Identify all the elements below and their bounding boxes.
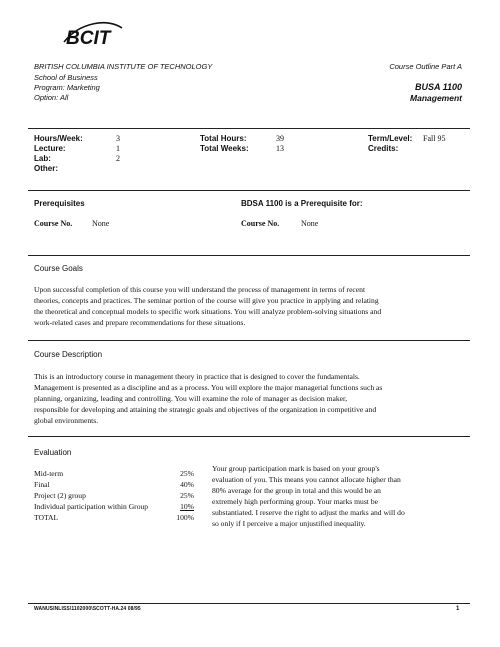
logo-text: BCIT <box>66 28 111 48</box>
total-hours-label: Total Hours: <box>200 134 247 143</box>
lab-value: 2 <box>116 154 120 163</box>
evaluation-item-value: 10% <box>180 502 194 511</box>
total-weeks-value: 13 <box>276 144 284 153</box>
evaluation-table <box>34 468 194 523</box>
hours-week-value: 3 <box>116 134 120 143</box>
evaluation-item-label: Individual participation within Group <box>34 502 149 511</box>
evaluation-note-line: evaluation of you. This means you cannot allocate higher than <box>212 475 401 484</box>
evaluation-item-value: 25% <box>180 491 194 500</box>
evaluation-note-line: 80% average for the group in total and this would be an <box>212 486 381 495</box>
hours-week-label: Hours/Week: <box>34 134 83 143</box>
footer-rule <box>28 603 470 604</box>
total-weeks-label: Total Weeks: <box>200 144 249 153</box>
description-line: Management is presented as a discipline and as a process. You will explore the major managerial functions such as <box>34 383 383 392</box>
goals-body <box>34 284 474 328</box>
evaluation-item-label: Mid-term <box>34 469 64 478</box>
institute-name: BRITISH COLUMBIA INSTITUTE OF TECHNOLOGY <box>34 62 213 71</box>
description-line: planning, organizing, leading and controlling. You will examine the role of manager as decision maker, <box>34 394 348 403</box>
course-code: BUSA 1100 <box>414 82 462 92</box>
hours-rule <box>28 190 470 191</box>
lecture-label: Lecture: <box>34 144 66 153</box>
description-rule <box>28 436 470 437</box>
prereq-for-title: BDSA 1100 is a Prerequisite for: <box>241 199 363 208</box>
prereq-course-no-value: None <box>92 219 110 228</box>
evaluation-note-line: substantiated. I reserve the right to adjust the marks and will do <box>212 508 405 517</box>
evaluation-item-label: Final <box>34 480 50 489</box>
evaluation-row <box>34 479 194 490</box>
goals-line: work-related cases and prepare recommendations for these situations. <box>34 318 246 327</box>
evaluation-note-line: extremely high performing group. Your marks must be <box>212 497 378 506</box>
goals-line: the theoretical and conceptual models to specific work situations. You will analyze problem-solving situations and <box>34 307 382 316</box>
header-rule <box>28 128 470 129</box>
bcit-logo-mark <box>60 20 124 48</box>
lab-label: Lab: <box>34 154 51 163</box>
lecture-value: 1 <box>116 144 120 153</box>
outline-label: Course Outline Part A <box>389 62 462 71</box>
evaluation-item-value: 100% <box>176 513 194 522</box>
goals-rule <box>28 340 470 341</box>
evaluation-row <box>34 501 194 512</box>
evaluation-item-value: 40% <box>180 480 194 489</box>
credits-label: Credits: <box>368 144 399 153</box>
goals-line: theories, concepts and practices. The seminar portion of the course will give you practice in applying and relating <box>34 296 379 305</box>
option-name: Option: All <box>34 93 69 102</box>
description-line: This is an introductory course in management theory in practice that is designed to cover the fundamentals. <box>34 372 360 381</box>
bcit-logo <box>60 20 124 48</box>
evaluation-note <box>212 463 474 529</box>
program-name: Program: Marketing <box>34 83 100 92</box>
evaluation-row <box>34 512 194 523</box>
prereq-for-course-no-label: Course No. <box>241 219 280 228</box>
goals-line: Upon successful completion of this course you will understand the process of management in terms of recent <box>34 285 366 294</box>
course-name: Management <box>410 93 462 103</box>
description-body <box>34 371 474 426</box>
term-label: Term/Level: <box>368 134 413 143</box>
other-label: Other: <box>34 164 58 173</box>
description-line: responsible for developing and attaining the strategic goals and objectives of the organization in competitive and <box>34 405 377 414</box>
description-line: global environments. <box>34 416 99 425</box>
evaluation-item-label: Project (2) group <box>34 491 86 500</box>
goals-title: Course Goals <box>34 264 83 273</box>
footer-code: WANUSINLISS\1102000\SCOTT-HA.24 08/95 <box>34 606 141 612</box>
school-name: School of Business <box>34 73 98 82</box>
prereq-for-course-no-value: None <box>301 219 319 228</box>
total-hours-value: 39 <box>276 134 284 143</box>
evaluation-title: Evaluation <box>34 448 72 457</box>
evaluation-row <box>34 468 194 479</box>
prereq-course-no-label: Course No. <box>34 219 73 228</box>
evaluation-item-value: 25% <box>180 469 194 478</box>
evaluation-note-line: Your group participation mark is based on your group's <box>212 464 380 473</box>
description-title: Course Description <box>34 350 103 359</box>
page-number: 1 <box>456 606 460 612</box>
term-value: Fall 95 <box>423 134 446 143</box>
prereq-rule <box>28 255 470 256</box>
evaluation-row <box>34 490 194 501</box>
prerequisites-title: Prerequisites <box>34 199 85 208</box>
evaluation-note-line: so only if I perceive a major unjustified inequality. <box>212 519 366 528</box>
evaluation-item-label: TOTAL <box>34 513 59 522</box>
